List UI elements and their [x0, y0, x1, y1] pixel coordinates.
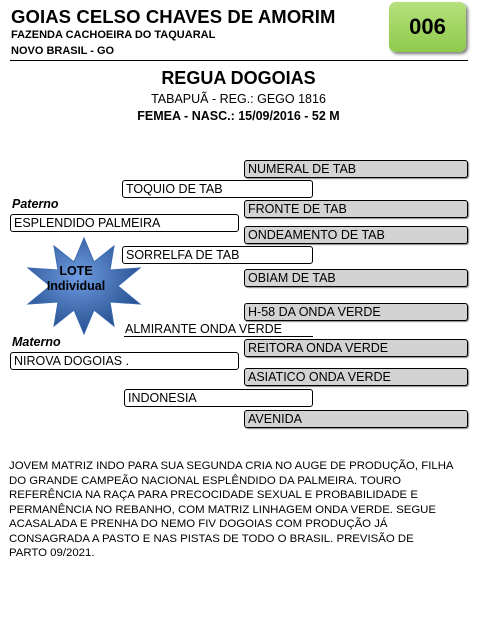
description-text: JOVEM MATRIZ INDO PARA SUA SEGUNDA CRIA NO AUGE DE PRODUÇÃO, FILHA DO GRANDE CAMPEÃO NACIONAL ESPLÊNDIDO DA PALMEIRA. TOURO REFERÊNCIA NA RAÇA PARA PRECOCIDADE SEXUAL E PROBABILIDADE E PERMANÊNCIA NO REBANHO, COM MATRIZ LINHAGEM ONDA VERDE. SEGUE ACASALADA E PRENHA DO NEMO FIV DOGOIAS COM PRODUÇÃO JÁ CONSAGRADA A PASTO E NAS PISTAS DE TODO O BRASIL. PREVISÃO DE PARTO 09/2021.: [9, 460, 453, 559]
lote-individual-text: [34, 264, 118, 294]
paterno-label: Paterno: [12, 197, 59, 211]
great-grandparent-box: ONDEAMENTO DE TAB: [244, 226, 468, 244]
sire-box: ESPLENDIDO PALMEIRA: [10, 214, 239, 232]
great-grandparent-box: REITORA ONDA VERDE: [244, 339, 468, 357]
badge-line1: LOTE: [59, 264, 93, 278]
badge-line2: Individual: [46, 279, 106, 293]
maternal-grandsire-box: ALMIRANTE ONDA VERDE: [124, 323, 313, 337]
great-grandparent-box: ASIATICO ONDA VERDE: [244, 368, 468, 386]
materno-label: Materno: [12, 335, 61, 349]
maternal-granddam-box: INDONESIA: [124, 389, 313, 407]
great-grandparent-box: OBIAM DE TAB: [244, 269, 468, 287]
great-grandparent-box: AVENIDA: [244, 410, 468, 428]
great-grandparent-box: FRONTE DE TAB: [244, 200, 468, 218]
owner-name: GOIAS CELSO CHAVES DE AMORIM: [11, 6, 336, 27]
great-grandparent-box: NUMERAL DE TAB: [244, 160, 468, 178]
dam-box: NIROVA DOGOIAS .: [10, 352, 239, 370]
animal-sex-birth: FEMEA - NASC.: 15/09/2016 - 52 M: [137, 109, 340, 123]
animal-registry: TABAPUÃ - REG.: GEGO 1816: [151, 92, 326, 106]
lot-number-badge: 006: [389, 2, 466, 52]
farm-location: NOVO BRASIL - GO: [11, 45, 115, 57]
animal-name: REGUA DOGOIAS: [161, 68, 316, 88]
farm-name: FAZENDA CACHOEIRA DO TAQUARAL: [11, 29, 216, 41]
paternal-granddam-box: SORRELFA DE TAB: [122, 246, 313, 264]
header-divider: [10, 60, 468, 61]
great-grandparent-box: H-58 DA ONDA VERDE: [244, 303, 468, 321]
paternal-grandsire-box: TOQUIO DE TAB: [122, 180, 313, 198]
